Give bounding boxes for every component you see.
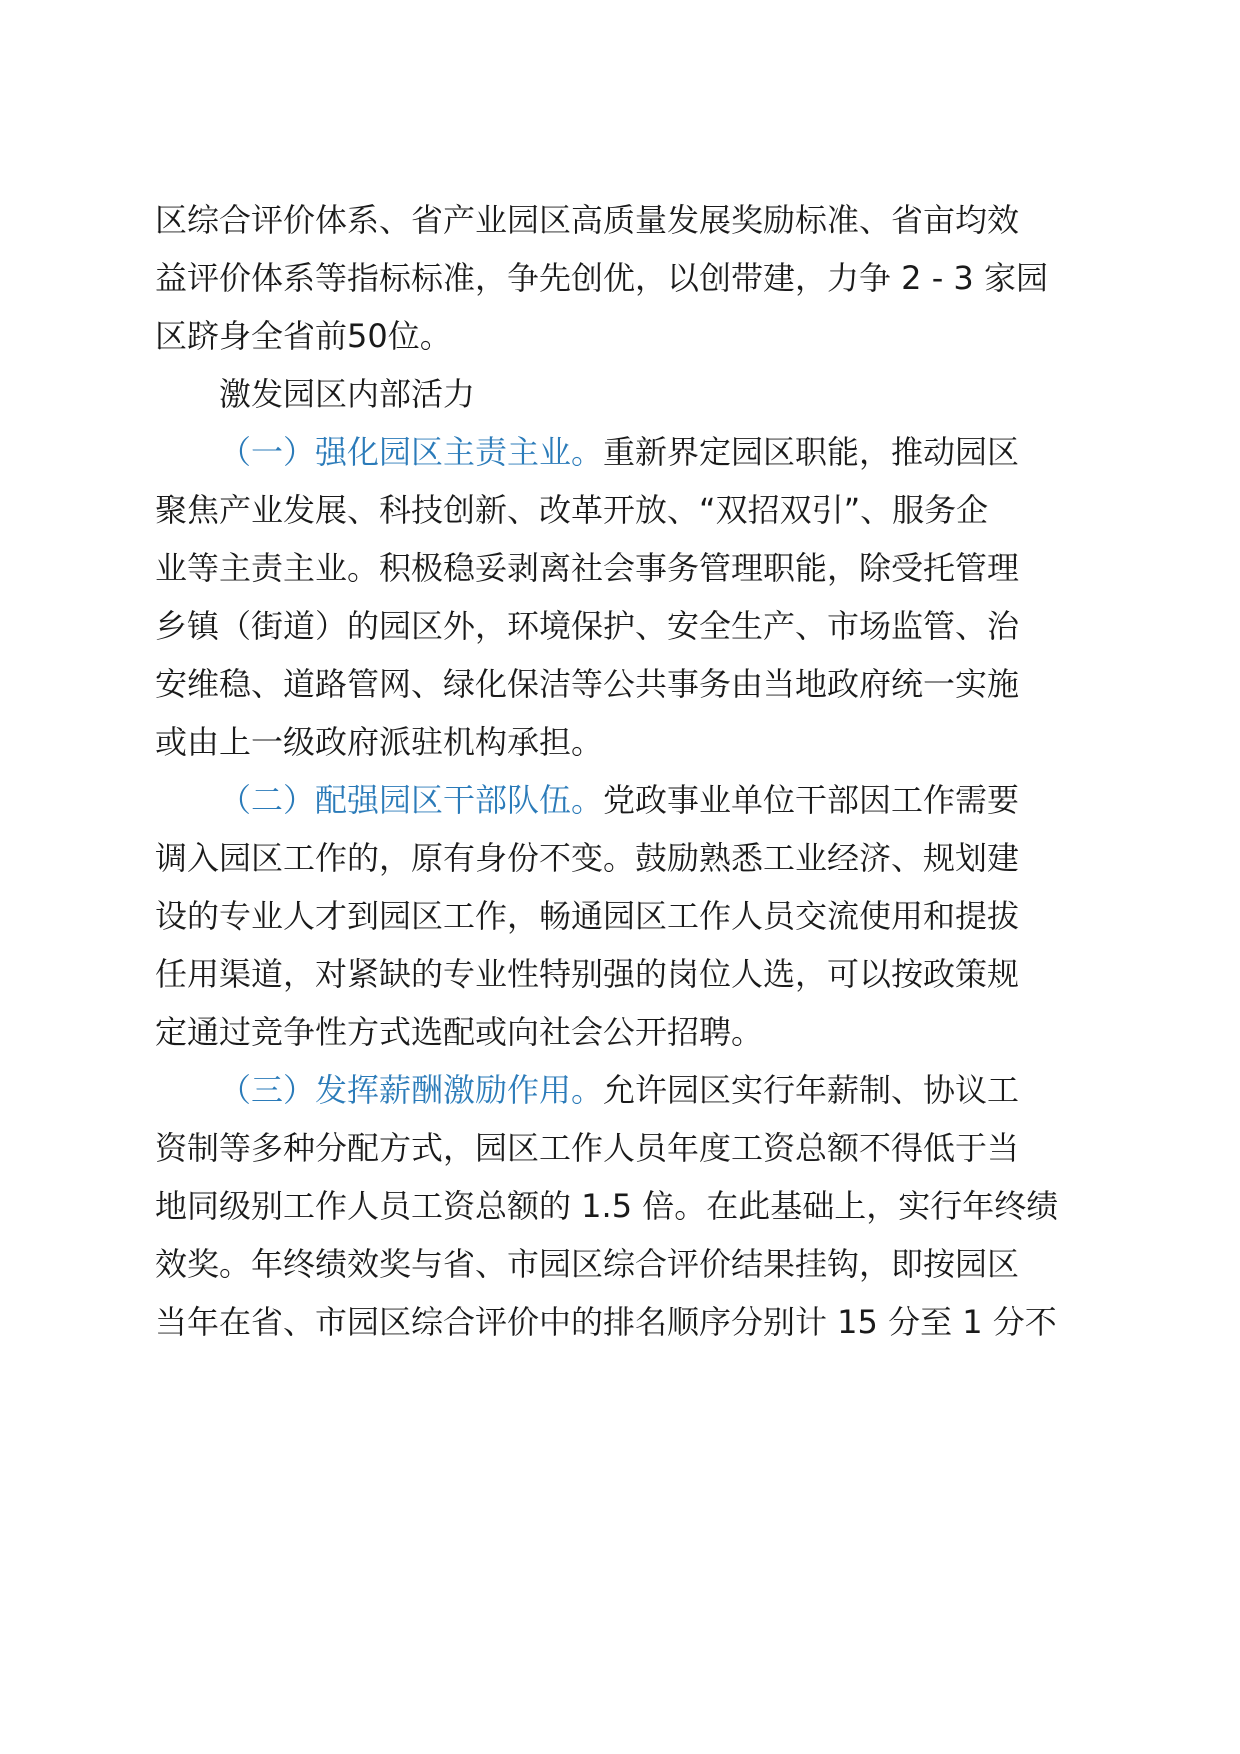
intro-line-2: 益评价体系等指标标准，争先创优，以创带建，力争 2 - 3 家园 (155, 259, 1048, 297)
section-title: 激发园区内部活力 (219, 375, 476, 413)
item-3-line-5: 当年在省、市园区综合评价中的排名顺序分别计 15 分至 1 分不 (155, 1303, 1057, 1341)
item-2-first-line (219, 780, 1019, 820)
item-2-line-2: 调入园区工作的，原有身份不变。鼓励熟悉工业经济、规划建 (155, 839, 1020, 877)
item-2-line-5: 定通过竞争性方式选配或向社会公开招聘。 (155, 1013, 764, 1051)
item-1-line-3: 业等主责主业。积极稳妥剥离社会事务管理职能，除受托管理 (155, 549, 1020, 587)
item-2-heading: （二）配强园区干部队伍。 (219, 781, 604, 819)
item-2-line-3: 设的专业人才到园区工作，畅通园区工作人员交流使用和提拔 (155, 897, 1020, 935)
item-3-first-line-rest: 允许园区实行年薪制、协议工 (603, 1071, 1020, 1109)
item-2-first-line-rest: 党政事业单位干部因工作需要 (603, 781, 1020, 819)
item-3-first-line (219, 1070, 1019, 1110)
item-1-line-5: 安维稳、道路管网、绿化保洁等公共事务由当地政府统一实施 (155, 665, 1020, 703)
item-1-heading: （一）强化园区主责主业。 (219, 433, 604, 471)
intro-line-1: 区综合评价体系、省产业园区高质量发展奖励标准、省亩均效 (155, 201, 1020, 239)
item-3-line-4: 效奖。年终绩效奖与省、市园区综合评价结果挂钩，即按园区 (155, 1245, 1020, 1283)
item-3-line-3: 地同级别工作人员工资总额的 1.5 倍。在此基础上，实行年终绩 (155, 1187, 1059, 1225)
item-3-heading: （三）发挥薪酬激励作用。 (219, 1071, 604, 1109)
item-1-line-4: 乡镇（街道）的园区外，环境保护、安全生产、市场监管、治 (155, 607, 1020, 645)
item-1-line-6: 或由上一级政府派驻机构承担。 (155, 723, 604, 761)
item-3-line-2: 资制等多种分配方式，园区工作人员年度工资总额不得低于当 (155, 1129, 1020, 1167)
item-2-line-4: 任用渠道，对紧缺的专业性特别强的岗位人选，可以按政策规 (155, 955, 1020, 993)
item-1-line-2: 聚焦产业发展、科技创新、改革开放、“双招双引”、服务企 (155, 491, 989, 529)
item-1-first-line (219, 432, 1019, 472)
intro-line-3: 区跻身全省前50位。 (155, 317, 452, 355)
item-1-first-line-rest: 重新界定园区职能，推动园区 (603, 433, 1020, 471)
